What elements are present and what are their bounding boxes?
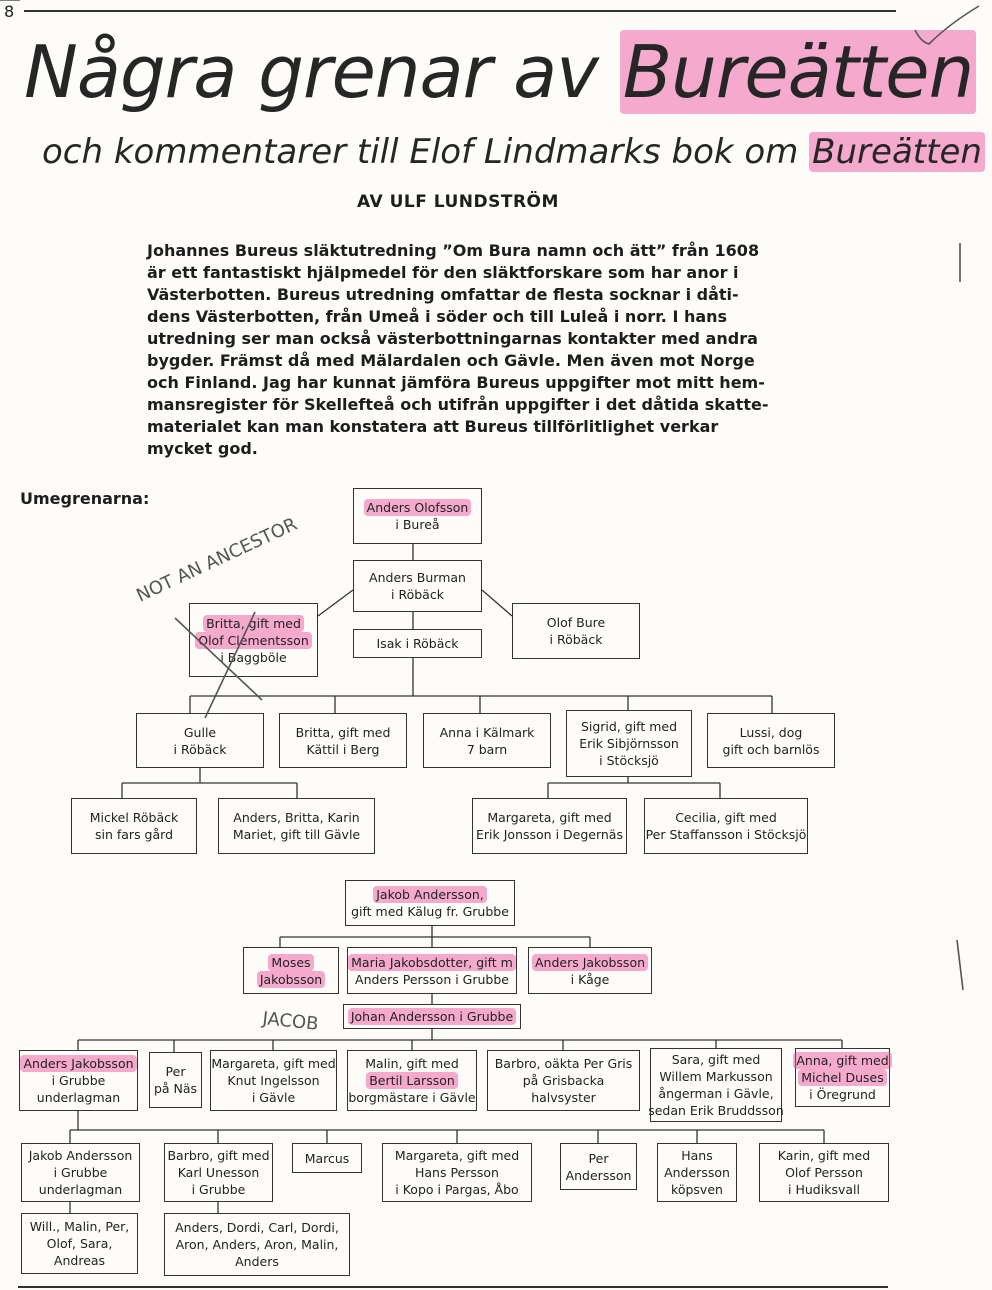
person-name: Will., Malin, Per, [29, 1219, 130, 1234]
person-name: Jakob Andersson [28, 1148, 133, 1163]
person-detail: Olof, Sara, [46, 1236, 113, 1251]
intro-line: Västerbotten. Bureus utredning omfattar de flesta socknar i dåti- [147, 285, 739, 304]
intro-line: mansregister för Skellefteå och utifrån uppgifter i det dåtida skatte- [147, 395, 769, 414]
person-name: Malin, gift med [365, 1056, 459, 1071]
person-detail: halvsyster [531, 1090, 596, 1105]
person-name: Anders, Dordi, Carl, Dordi, [175, 1220, 339, 1235]
intro-line: materialet kan man konstatera att Bureus tillförlitlighet verkar [147, 417, 719, 436]
person-name: Anders Olofsson [364, 499, 472, 516]
person-detail: underlagman [36, 1090, 121, 1105]
person-detail: Olof Persson [785, 1165, 863, 1180]
person-detail: 7 barn [466, 741, 508, 757]
person-detail: i Kåge [570, 971, 610, 987]
person-detail: Erik Jonsson i Degernäs [476, 827, 623, 842]
person-detail: i Baggböle [220, 649, 287, 665]
person-name: Anna i Kälmark [439, 724, 535, 740]
person-name: Britta, gift med [203, 615, 304, 632]
annotation-not-an-ancestor: NOT AN ANCESTOR [133, 513, 301, 607]
person-name: Isak i Röbäck [376, 636, 459, 651]
person-detail: i Grubbe [191, 1182, 246, 1197]
person-detail: i Gävle [251, 1090, 296, 1105]
person-name: Barbro, gift med [167, 1148, 270, 1163]
person-detail: Karl Unesson [177, 1165, 260, 1180]
intro-line: bygder. Främst då med Mälardalen och Gävle. Men även mot Norge [147, 351, 755, 370]
person-name: Margareta, gift med [211, 1056, 336, 1071]
person-detail: underlagman [38, 1182, 123, 1197]
person-detail: i Öregrund [809, 1087, 876, 1102]
person-name: Sara, gift med [671, 1052, 761, 1067]
person-detail: sin fars gård [94, 827, 173, 842]
person-detail: Olof Clementsson [195, 632, 312, 649]
person-detail: Willem Markusson [659, 1069, 773, 1084]
person-detail: Andreas [53, 1253, 106, 1268]
person-detail: Aron, Anders, Aron, Malin, [175, 1237, 339, 1252]
person-name: Anders Burman [369, 570, 466, 585]
intro-line: dens Västerbotten, från Umeå i söder och till Luleå i norr. I hans [147, 307, 728, 326]
person-detail: på Näs [153, 1081, 198, 1096]
intro-line: utredning ser man också västerbottningarnas kontakter med andra [147, 329, 758, 348]
person-name: Anders, Britta, Karin [233, 810, 360, 825]
person-name: Lussi, dog [739, 724, 803, 740]
branch-label: Umegrenarna: [20, 489, 150, 508]
person-detail: Per Staffansson i Stöcksjö [645, 827, 807, 842]
intro-line: och Finland. Jag har kunnat jämföra Bureus uppgifter mot mitt hem- [147, 373, 765, 392]
person-name: Anna, gift med [793, 1052, 891, 1069]
person-name: Gulle [183, 724, 217, 740]
person-name: Anders Jakobsson [20, 1055, 136, 1072]
person-detail: i Grubbe [53, 1165, 108, 1180]
person-detail: sedan Erik Bruddsson [648, 1103, 784, 1118]
person-detail: köpsven [671, 1182, 723, 1197]
person-name: Maria Jakobsdotter, gift m [348, 954, 516, 971]
person-name: Johan Andersson i Grubbe [348, 1008, 516, 1025]
person-name: Margareta, gift med [394, 1148, 520, 1163]
person-detail: i Bureå [395, 517, 440, 532]
person-detail: Bertil Larsson [366, 1072, 458, 1089]
person-name: Olof Bure [546, 615, 606, 630]
bottom-rule [18, 1286, 888, 1288]
person-detail: gift med Kälug fr. Grubbe [351, 904, 509, 919]
person-name: Moses [268, 954, 313, 971]
person-detail: i Kopo i Pargas, Åbo [395, 1182, 519, 1197]
person-name: Marcus [304, 1150, 350, 1166]
person-name: Barbro, oäkta Per Gris [494, 1056, 633, 1071]
intro-line: mycket god. [147, 439, 258, 458]
person-detail: i Grubbe [51, 1073, 106, 1088]
person-detail: gift och barnlös [722, 741, 820, 757]
intro-line: är ett fantastiskt hjälpmedel för den släktforskare som har anor i [147, 263, 739, 282]
person-name: Margareta, gift med [487, 810, 612, 825]
person-detail: Mariet, gift till Gävle [232, 827, 361, 842]
person-detail: Knut Ingelsson [227, 1073, 320, 1088]
person-name: Britta, gift med [295, 724, 391, 740]
subtitle-highlight: Bureätten [809, 132, 985, 172]
title-highlight: Bureätten [620, 30, 976, 114]
person-detail: Anders [235, 1254, 279, 1269]
person-detail: borgmästare i Gävle [348, 1090, 476, 1105]
person-name: Hans [681, 1148, 713, 1163]
person-detail: Andersson [664, 1165, 730, 1180]
person-detail: i Stöcksjö [599, 753, 659, 768]
person-name: Jakob Andersson, [373, 886, 487, 903]
person-name: Per [588, 1150, 609, 1166]
author-byline: AV ULF LUNDSTRÖM [357, 192, 559, 212]
person-detail: Hans Persson [415, 1165, 499, 1180]
person-detail: Kättil i Berg [306, 741, 380, 757]
person-detail: i Röbäck [173, 741, 227, 757]
person-name: Mickel Röbäck [89, 810, 179, 825]
person-name: Per [165, 1064, 186, 1079]
person-detail: Jakobsson [257, 971, 325, 988]
page-number: 8 [4, 2, 15, 21]
subtitle-prefix: och kommentarer till Elof Lindmarks bok om [42, 132, 810, 172]
person-detail: i Hudiksvall [788, 1182, 860, 1197]
person-name: Sigrid, gift med [580, 719, 678, 734]
title-prefix: Några grenar av [24, 30, 620, 114]
person-detail: på Grisbacka [522, 1073, 605, 1088]
intro-line: Johannes Bureus släktutredning ”Om Bura namn och ätt” från 1608 [147, 241, 760, 260]
person-detail: Michel Duses [798, 1069, 886, 1086]
person-name: Anders Jakobsson [532, 954, 648, 971]
person-detail: ångerman i Gävle, [658, 1086, 774, 1101]
person-detail: i Röbäck [391, 587, 444, 602]
annotation-jacob: JACOB [261, 1008, 320, 1035]
person-detail: Erik Sibjörnsson [579, 736, 679, 751]
person-detail: Anders Persson i Grubbe [355, 971, 509, 987]
person-name: Karin, gift med [777, 1148, 871, 1163]
person-detail: Andersson [565, 1167, 632, 1183]
person-detail: i Röbäck [549, 632, 603, 647]
person-name: Cecilia, gift med [675, 810, 777, 825]
